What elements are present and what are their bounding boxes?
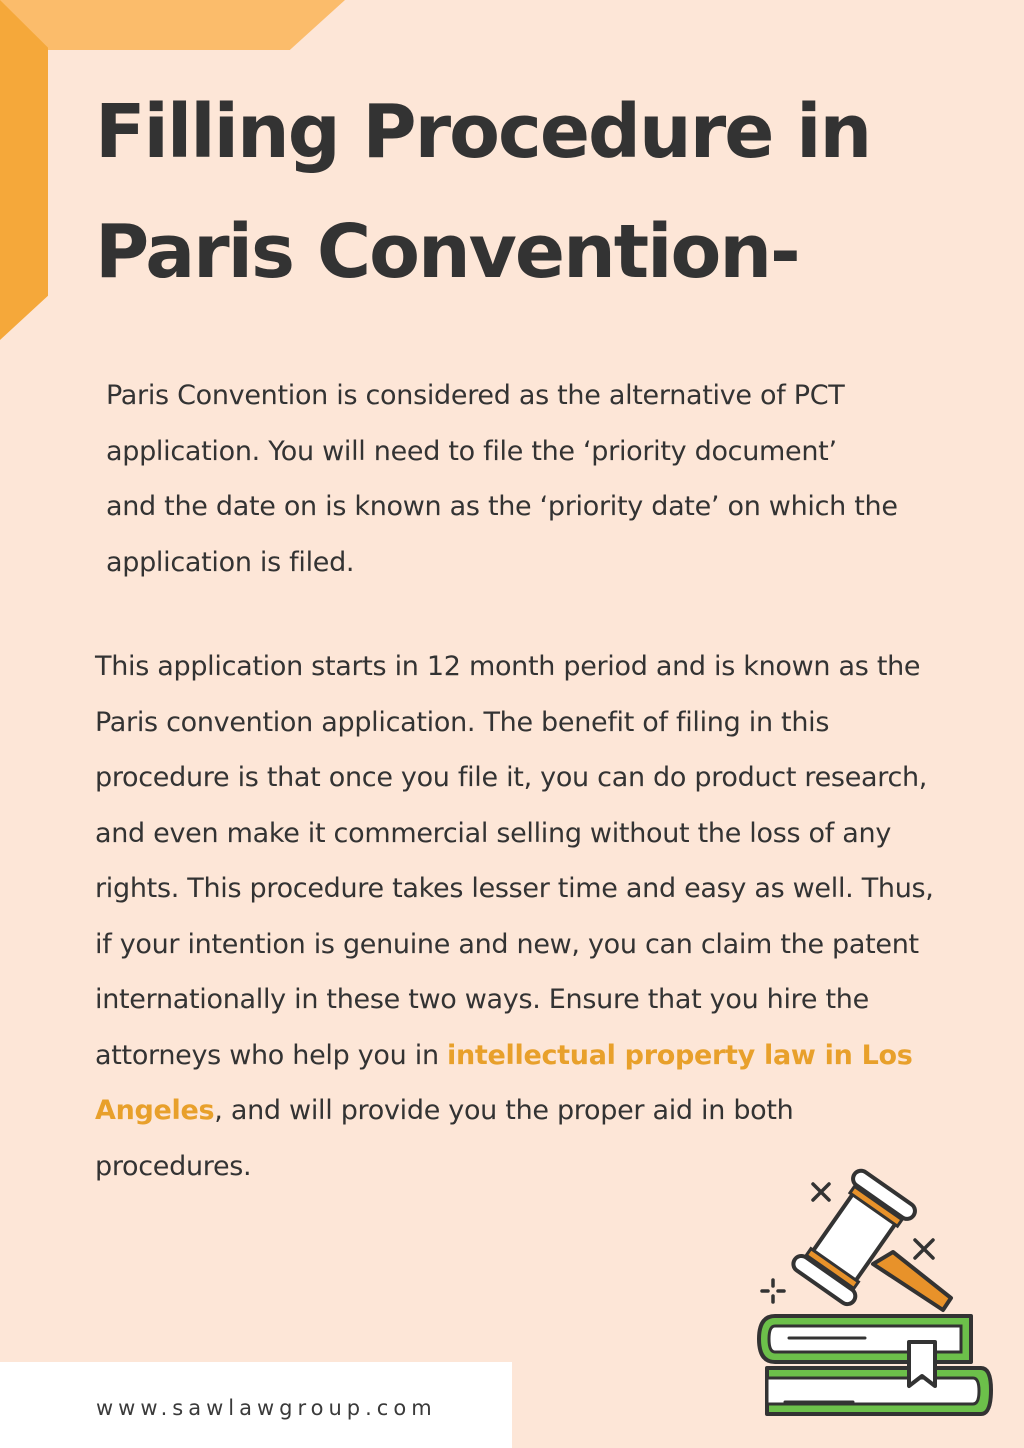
- body-line-4: and even make it commercial selling without the loss of any: [95, 817, 891, 849]
- body-line-10: procedures.: [95, 1150, 252, 1182]
- body-paragraph: [95, 639, 975, 1194]
- ip-law-link[interactable]: intellectual property law in Los: [447, 1039, 913, 1071]
- intro-line-2: application. You will need to file the ‘priority document’: [106, 435, 837, 467]
- top-book: [759, 1316, 971, 1362]
- gavel-head: [790, 1168, 918, 1308]
- gavel-handle: [873, 1252, 951, 1310]
- body-line-7: internationally in these two ways. Ensure that you hire the: [95, 984, 869, 1015]
- gavel-on-books-icon: [745, 1158, 995, 1428]
- title-line-1: Filling Procedure in: [95, 89, 871, 175]
- page-title: [95, 72, 975, 312]
- footer-website[interactable]: www.sawlawgroup.com: [96, 1396, 437, 1420]
- body-line-6: if your intention is genuine and new, you can claim the patent: [95, 928, 919, 960]
- intro-line-1: Paris Convention is considered as the alternative of PCT: [106, 380, 845, 411]
- body-line-2: Paris convention application. The benefit of filing in this: [95, 706, 830, 738]
- body-line-3: procedure is that once you file it, you can do product research,: [95, 762, 928, 793]
- intro-paragraph: [106, 368, 966, 590]
- intro-line-4: application is filed.: [106, 546, 355, 578]
- body-line-8: [95, 1028, 975, 1084]
- bottom-book: [767, 1368, 991, 1414]
- top-corner-accent: [0, 0, 345, 50]
- left-edge-accent: [0, 0, 48, 340]
- body-line-5: rights. This procedure takes lesser time and easy as well. Thus,: [95, 873, 934, 904]
- body-line-8-text: attorneys who help you in: [95, 1039, 448, 1071]
- ip-law-link-cont[interactable]: Angeles: [95, 1095, 215, 1126]
- title-line-2: Paris Convention-: [95, 209, 799, 295]
- body-line-9: [95, 1083, 975, 1139]
- body-line-1: This application starts in 12 month period and is known as the: [95, 651, 921, 682]
- intro-line-3: and the date on is known as the ‘priority date’ on which the: [106, 491, 898, 522]
- body-line-9-text: , and will provide you the proper aid in both: [214, 1095, 794, 1126]
